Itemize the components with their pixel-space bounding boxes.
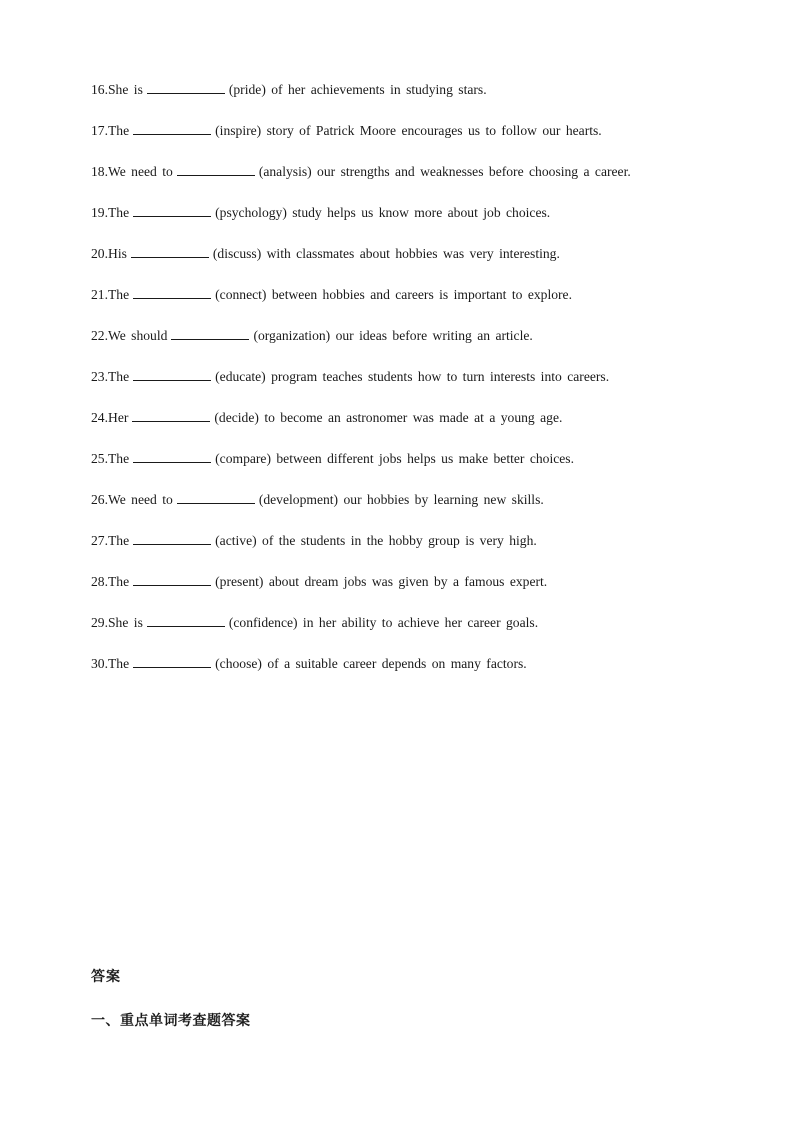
question-text-before: The [108,451,130,466]
question-item [91,490,771,531]
answer-blank [131,244,209,258]
question-text-after: (organization) our ideas before writing an article. [253,328,533,343]
question-text-after: (connect) between hobbies and careers is important to explore. [215,287,572,302]
question-text-before: The [108,656,130,671]
question-item [91,408,771,449]
answer-blank [147,613,225,627]
answer-blank [132,408,210,422]
question-text-before: The [108,205,130,220]
question-text-after: (compare) between different jobs helps us make better choices. [215,451,574,466]
answer-blank [171,326,249,340]
question-text-before: His [108,246,127,261]
answer-blank [133,572,211,586]
question-number: 25. [91,451,108,466]
answer-blank [133,654,211,668]
question-text-before: We should [108,328,168,343]
question-item [91,203,771,244]
question-item [91,531,771,572]
question-number: 28. [91,574,108,589]
answer-blank [133,121,211,135]
question-text-after: (inspire) story of Patrick Moore encourages us to follow our hearts. [215,123,602,138]
question-number: 29. [91,615,108,630]
question-text-after: (confidence) in her ability to achieve her career goals. [228,615,539,630]
answer-blank [133,449,211,463]
question-item [91,80,771,121]
answer-blank [177,490,255,504]
question-number: 18. [91,164,108,179]
question-text-after: (discuss) with classmates about hobbies was very interesting. [212,246,560,261]
question-number: 23. [91,369,108,384]
question-text-after: (development) our hobbies by learning new skills. [258,492,544,507]
answer-blank [133,203,211,217]
answer-blank [147,80,225,94]
question-number: 17. [91,123,108,138]
question-text-after: (decide) to become an astronomer was made at a young age. [214,410,563,425]
question-number: 24. [91,410,108,425]
question-item [91,654,771,695]
question-text-before: The [108,369,130,384]
question-number: 22. [91,328,108,343]
question-list [91,80,771,695]
question-number: 30. [91,656,108,671]
question-number: 20. [91,246,108,261]
question-item [91,613,771,654]
question-text-before: We need to [108,492,173,507]
question-text-after: (analysis) our strengths and weaknesses before choosing a career. [258,164,631,179]
question-item [91,244,771,285]
question-text-before: The [108,574,130,589]
question-text-before: The [108,533,130,548]
question-number: 27. [91,533,108,548]
question-text-before: Her [108,410,129,425]
question-text-after: (educate) program teaches students how to turn interests into careers. [215,369,610,384]
question-number: 21. [91,287,108,302]
question-number: 26. [91,492,108,507]
answer-blank [177,162,255,176]
answer-blank [133,367,211,381]
question-text-after: (active) of the students in the hobby group is very high. [215,533,537,548]
answer-blank [133,531,211,545]
question-number: 19. [91,205,108,220]
question-item [91,326,771,367]
question-item [91,121,771,162]
question-text-before: She is [108,82,143,97]
question-item [91,162,771,203]
question-text-after: (psychology) study helps us know more about job choices. [215,205,551,220]
question-text-before: The [108,123,130,138]
answers-heading: 答案 [91,969,121,985]
question-number: 16. [91,82,108,97]
answers-section-title: 一、重点单词考查题答案 [91,1013,251,1029]
answer-blank [133,285,211,299]
question-text-before: She is [108,615,143,630]
question-item [91,449,771,490]
question-text-after: (choose) of a suitable career depends on many factors. [215,656,527,671]
question-text-before: We need to [108,164,173,179]
question-text-after: (present) about dream jobs was given by a famous expert. [215,574,548,589]
question-item [91,367,771,408]
question-item [91,285,771,326]
question-text-after: (pride) of her achievements in studying stars. [228,82,487,97]
question-text-before: The [108,287,130,302]
question-item [91,572,771,613]
